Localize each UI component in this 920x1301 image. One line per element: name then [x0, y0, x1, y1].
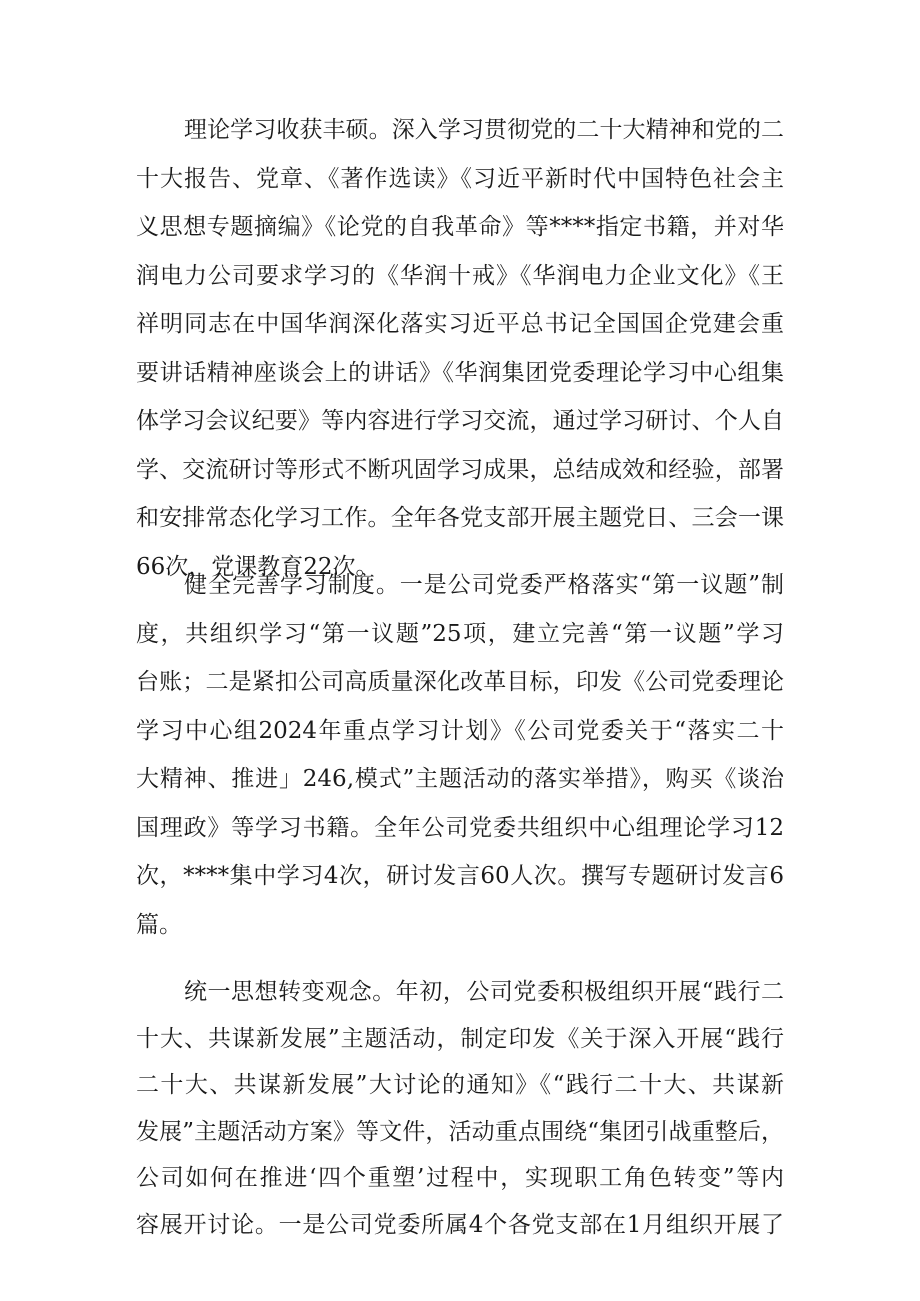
text-line: 国理政》等学习书籍。全年公司党委共组织中心组理论学习12 — [136, 814, 784, 841]
text-line: 学习中心组2024年重点学习计划》《公司党委关于“落实二十 — [136, 717, 784, 744]
text-line: 公司如何在推进‘四个重塑’过程中，实现职工角色转变”等内 — [136, 1165, 784, 1191]
text-line: 统一思想转变观念。年初，公司党委积极组织开展“践行二 — [184, 979, 784, 1005]
text-line: 66次，党课教育22次。 — [136, 553, 379, 580]
paragraph-study-system — [136, 561, 784, 949]
text-line: 度，共组织学习“第一议题”25项，建立完善“第一议题”学习 — [136, 620, 784, 647]
text-line: 篇。 — [136, 911, 182, 938]
text-line: 理论学习收获丰硕。深入学习贯彻党的二十大精神和党的二 — [184, 117, 784, 143]
text-line: 润电力公司要求学习的《华润十戒》《华润电力企业文化》《王 — [136, 262, 784, 289]
paragraph-unify-thinking — [136, 969, 784, 1248]
text-line: 祥明同志在中国华润深化落实习近平总书记全国国企党建会重 — [136, 311, 784, 337]
text-line: 次，****集中学习4次，研讨发言60人次。撰写专题研讨发言6 — [136, 863, 784, 889]
text-line: 义思想专题摘编》《论党的自我革命》等****指定书籍，并对华 — [136, 214, 784, 240]
text-line: 二十大、共谋新发展”大讨论的通知》《“践行二十大、共谋新 — [136, 1072, 784, 1098]
text-line: 大精神、推进」246,模式”主题活动的落实举措》，购买《谈治 — [136, 766, 784, 792]
text-line: 要讲话精神座谈会上的讲话》《华润集团党委理论学习中心组集 — [136, 359, 784, 386]
text-line: 十大报告、党章、《著作选读》《习近平新时代中国特色社会主 — [136, 165, 784, 192]
text-line: 和安排常态化学习工作。全年各党支部开展主题党日、三会一课 — [136, 505, 784, 531]
text-line: 体学习会议纪要》等内容进行学习交流，通过学习研讨、个人自 — [136, 408, 784, 434]
text-line: 十大、共谋新发展”主题活动，制定印发《关于深入开展“践行 — [136, 1025, 784, 1052]
text-line: 健全完善学习制度。一是公司党委严格落实“第一议题”制 — [184, 572, 784, 598]
text-line: 台账；二是紧扣公司高质量深化改革目标，印发《公司党委理论 — [136, 669, 784, 695]
paragraph-theory-study — [136, 106, 784, 591]
text-line: 容展开讨论。一是公司党委所属4个各党支部在1月组织开展了 — [136, 1211, 784, 1238]
text-line: 学、交流研讨等形式不断巩固学习成果，总结成效和经验，部署 — [136, 456, 784, 483]
text-line: 发展”主题活动方案》等文件，活动重点围绕“集团引战重整后， — [136, 1118, 784, 1145]
